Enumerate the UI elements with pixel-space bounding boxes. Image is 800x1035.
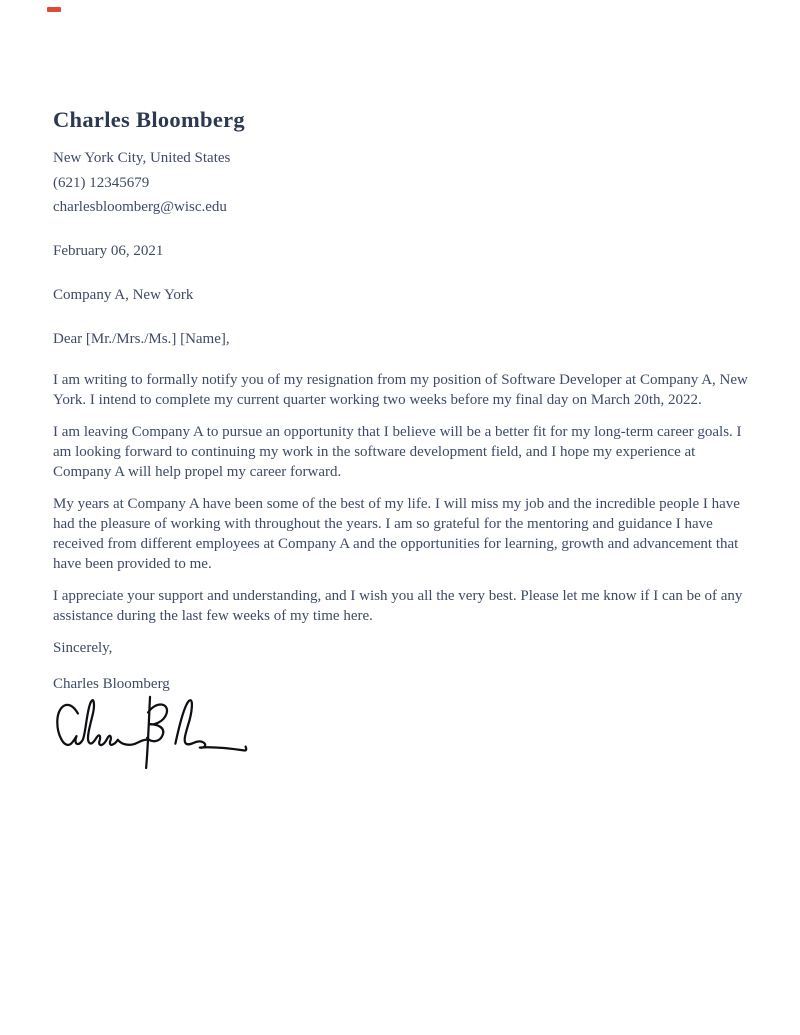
letter-body [53, 370, 748, 626]
body-paragraph: I appreciate your support and understanding, and I wish you all the very best. Please let me know if I can be of any assistance during the last few weeks of my time here. [53, 587, 743, 624]
body-paragraph: I am leaving Company A to pursue an opportunity that I believe will be a better fit for my long-term career goals. I am looking forward to continuing my work in the software development field, and I hope my experience at Company A will help propel my career forward. [53, 423, 742, 480]
salutation-line: Dear [Mr./Mrs./Ms.] [Name], [53, 330, 230, 347]
handwritten-signature-icon [50, 692, 252, 770]
recipient-line: Company A, New York [53, 286, 194, 303]
letter-date: February 06, 2021 [53, 242, 164, 259]
sender-email: charlesbloomberg@wisc.edu [53, 199, 227, 215]
body-paragraph: I am writing to formally notify you of my resignation from my position of Software Developer at Company A, New York. I intend to complete my current quarter working two weeks before my final day on March 20th, 2022. [53, 371, 748, 408]
body-paragraph: My years at Company A have been some of the best of my life. I will miss my job and the incredible people I have had the pleasure of working with throughout the years. I am so grateful for the mentoring and guidance I have received from different employees at Company A and the opportunities for learning, growth and advancement that have been provided to me. [53, 495, 740, 572]
sender-name-heading: Charles Bloomberg [53, 107, 245, 132]
closing-line: Sincerely, [53, 639, 113, 656]
sender-contact-block [53, 146, 748, 220]
sender-phone: (621) 12345679 [53, 174, 150, 191]
sender-location: New York City, United States [53, 150, 231, 166]
signer-typed-name: Charles Bloomberg [53, 675, 170, 692]
